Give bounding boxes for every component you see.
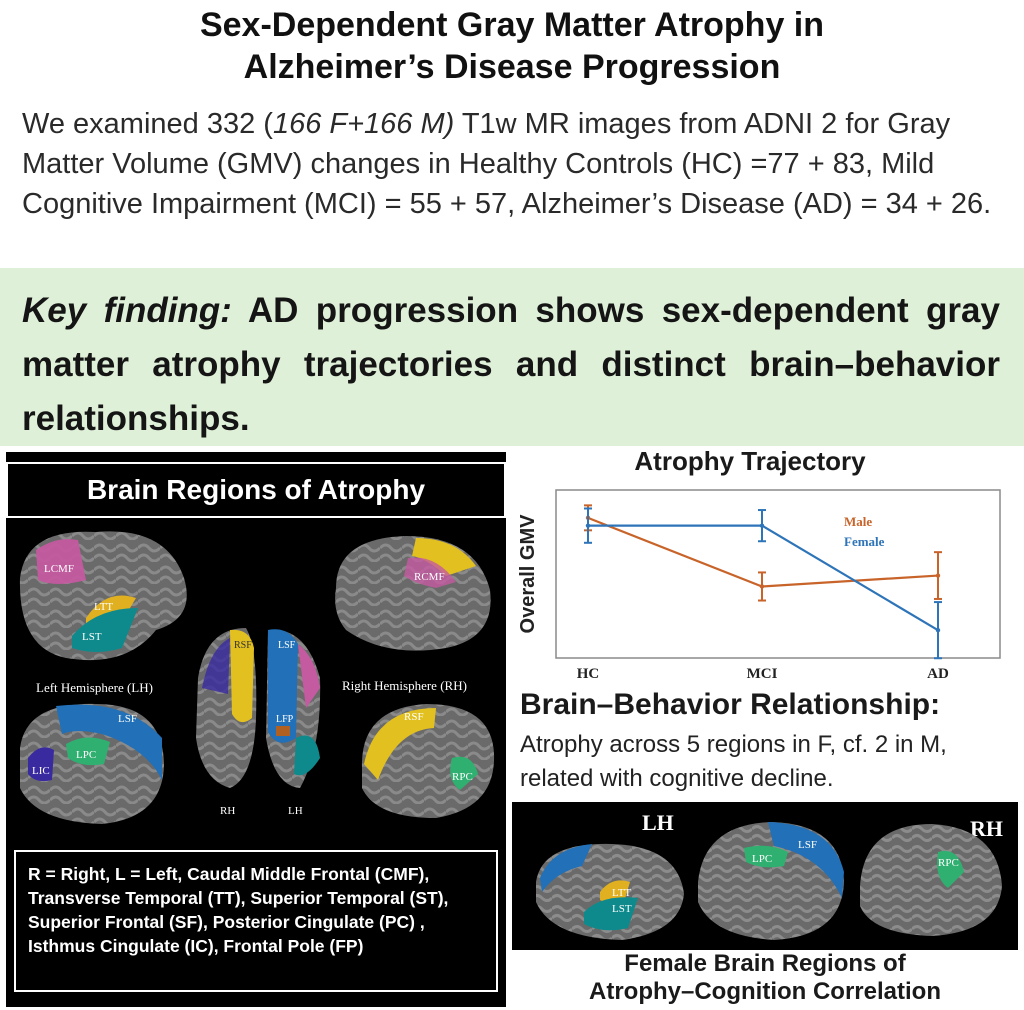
title-line-1: Sex-Dependent Gray Matter Atrophy in (199, 6, 825, 44)
chart-title: Atrophy Trajectory (634, 446, 866, 476)
label-lic: LIC (32, 765, 50, 777)
label-ltt: LTT (94, 601, 114, 613)
rp-label-lpc: LPC (752, 853, 773, 865)
x-tick-label: MCI (746, 666, 778, 682)
abbreviation-legend: R = Right, L = Left, Caudal Middle Frontal (CMF), Transverse Temporal (TT), Superior Temporal (ST), Superior Frontal (SF), Posterior Cingulate (PC) , Isthmus Cingulate (IC), Frontal Pole (FP) (14, 850, 498, 992)
label-lfp: LFP (276, 714, 294, 725)
atrophy-trajectory-chart (516, 482, 1016, 682)
dorsal-view-brains (196, 628, 320, 817)
caption-line-1: Female Brain Regions of (624, 950, 906, 977)
label-rsf: RSF (404, 711, 424, 723)
rh-lateral-brain (335, 536, 491, 651)
rp-label-lst: LST (612, 903, 632, 915)
rh-short-label: RH (220, 805, 236, 817)
male-point (760, 584, 764, 588)
brain-behavior-text: Atrophy across 5 regions in F, cf. 2 in M, related with cognitive decline. (520, 731, 947, 792)
y-axis-label: Overall GMV (517, 514, 539, 634)
plot-frame (556, 490, 1000, 658)
poster-title (0, 4, 1024, 88)
x-tick-label: HC (576, 666, 600, 682)
brain-regions-title: Brain Regions of Atrophy (6, 462, 506, 518)
rp-rh-medial-brain (860, 824, 1002, 936)
male-legend-entry: Male (844, 514, 873, 529)
lh-fp-region (276, 726, 290, 736)
intro-text-2: T1w MR images from ADNI 2 for Gray Matter Volume (GMV) changes in Healthy Controls (HC) =77 + 83, Mild Cognitive Impairment (MCI) = 55 + 57, Alzheimer’s Disease (AD) = 34 + 26. (22, 108, 992, 220)
caption-line-2: Atrophy–Cognition Correlation (589, 978, 941, 1005)
x-tick-label: AD (927, 666, 949, 682)
lh-lateral-brain (20, 531, 187, 660)
label-lpc: LPC (76, 749, 97, 761)
label-rcmf: RCMF (414, 571, 445, 583)
female-point (936, 628, 940, 632)
label-lsf-top: LSF (278, 640, 296, 651)
label-lst: LST (82, 631, 102, 643)
left-hemisphere-label: Left Hemisphere (LH) (36, 680, 153, 695)
lh-cmf-region (36, 539, 86, 584)
key-finding-box (0, 268, 1024, 446)
intro-sample-italic: 166 F+166 M) (272, 108, 455, 140)
female-correlation-brains (512, 802, 1018, 950)
female-correlation-caption (512, 950, 1018, 1006)
label-lcmf: LCMF (44, 563, 74, 575)
key-finding-body: AD progression shows sex-dependent gray matter atrophy trajectories and distinct brain–behavior relationships. (22, 291, 1000, 438)
female-point (760, 523, 764, 527)
rp-lh-lateral-brain (536, 844, 684, 940)
lh-heading: LH (642, 810, 674, 835)
brain-behavior-heading: Brain–Behavior Relationship: (520, 688, 941, 721)
rp-label-ltt: LTT (612, 887, 632, 899)
female-legend-entry: Female (844, 534, 885, 549)
label-rpc: RPC (452, 771, 473, 783)
intro-paragraph (22, 104, 1012, 224)
rh-medial-brain (362, 704, 494, 818)
male-point (936, 573, 940, 577)
female-point (586, 523, 590, 527)
lh-short-label: LH (288, 805, 303, 817)
rp-lh-medial-brain (698, 822, 844, 940)
right-hemisphere-label: Right Hemisphere (RH) (342, 678, 467, 693)
brain-regions-illustration (6, 518, 506, 848)
rh-heading: RH (970, 816, 1003, 841)
title-line-2: Alzheimer’s Disease Progression (243, 48, 781, 86)
label-rsf-top: RSF (234, 640, 252, 651)
intro-text-1: We examined 332 ( (22, 108, 273, 140)
label-lsf: LSF (118, 713, 137, 725)
lh-medial-brain (20, 704, 164, 824)
key-finding-text (22, 284, 1000, 446)
key-finding-label: Key finding: (22, 291, 232, 330)
rp-label-rpc: RPC (938, 857, 959, 869)
rp-label-lsf: LSF (798, 839, 817, 851)
female-correlation-panel (512, 802, 1018, 950)
brain-regions-panel (6, 452, 506, 1007)
